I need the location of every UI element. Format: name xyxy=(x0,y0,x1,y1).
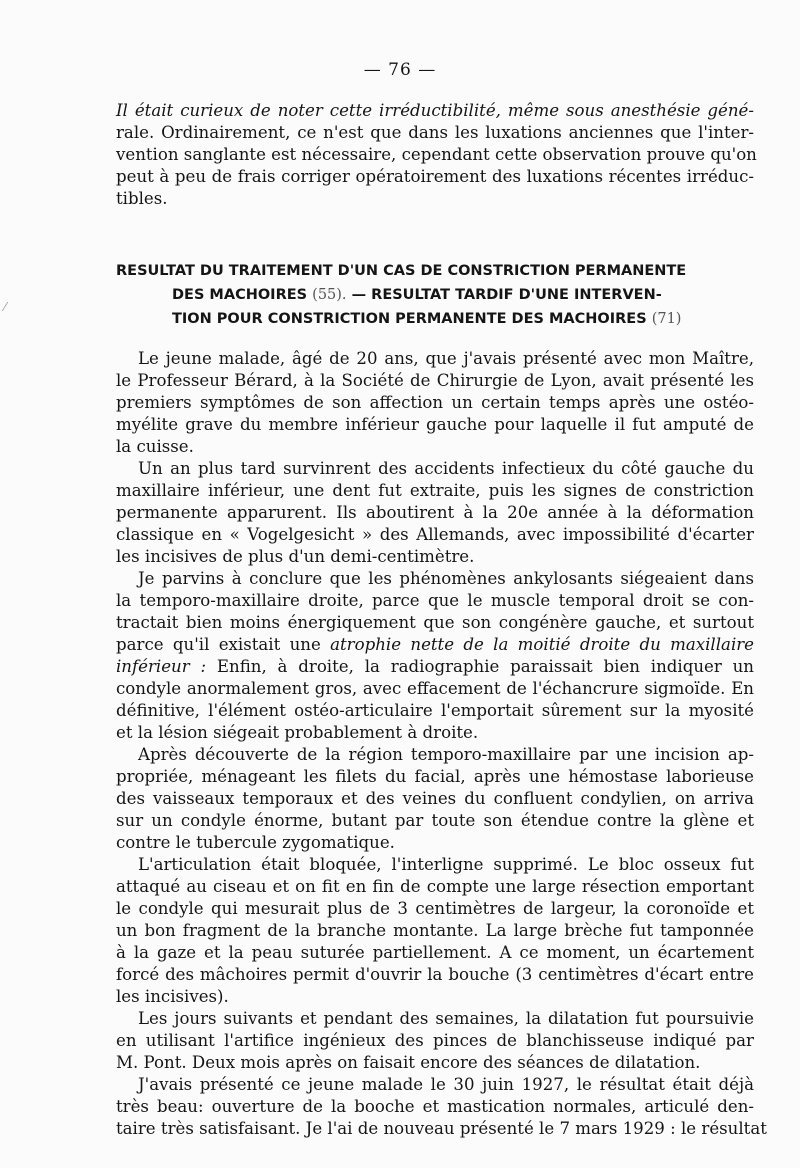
text-line: un bon fragment de la branche montante. La large brèche fut tamponnée xyxy=(116,921,754,940)
text-line: J'avais présenté ce jeune malade le 30 juin 1927, le résultat était déjà xyxy=(138,1075,754,1094)
text-line: les incisives de plus d'un demi-centimètre. xyxy=(116,547,475,566)
intro-paragraph xyxy=(116,100,757,210)
reference-number: (55). xyxy=(312,287,347,303)
text-line: le condyle qui mesurait plus de 3 centimètres de largeur, la coronoïde et xyxy=(116,899,754,918)
text-line: et la lésion siégeait probablement à droite. xyxy=(116,723,479,742)
text-line: des vaisseaux temporaux et des veines du confluent condylien, on arriva xyxy=(116,789,754,808)
text-line xyxy=(116,656,754,678)
text-span: Enfin, à droite, la radiographie paraissait bien indiquer un xyxy=(216,657,754,676)
text-line: vention sanglante est nécessaire, cependant cette observation prouve qu'on xyxy=(116,145,757,164)
text-line: classique en « Vogelgesicht » des Allemands, avec impossibilité d'écarter xyxy=(116,525,754,544)
text-span: parce qu'il existait une xyxy=(116,635,321,654)
text-line: tibles. xyxy=(116,189,168,208)
text-line: très beau: ouverture de la booche et mastication normales, articulé den- xyxy=(116,1097,754,1116)
text-line: M. Pont. Deux mois après on faisait encore des séances de dilatation. xyxy=(116,1053,701,1072)
text-line: la cuisse. xyxy=(116,437,194,456)
text-line: les incisives). xyxy=(116,987,229,1006)
text-line: définitive, l'élément ostéo-articulaire l'emportait sûrement sur la myosité xyxy=(116,701,754,720)
body-text xyxy=(116,348,767,1140)
heading-text: TION POUR CONSTRICTION PERMANENTE DES MACHOIRES xyxy=(172,311,647,327)
text-line: Après découverte de la région temporo-maxillaire par une incision ap- xyxy=(138,745,754,764)
text-line: la temporo-maxillaire droite, parce que le muscle temporal droit se con- xyxy=(116,591,754,610)
text-line: Les jours suivants et pendant des semaines, la dilatation fut poursuivie xyxy=(138,1009,754,1028)
heading-line: RESULTAT DU TRAITEMENT D'UN CAS DE CONSTRICTION PERMANENTE xyxy=(116,263,687,279)
heading-text: — RESULTAT TARDIF D'UNE INTERVEN- xyxy=(351,287,662,303)
text-line: maxillaire inférieur, une dent fut extraite, puis les signes de constriction xyxy=(116,481,754,500)
text-line: rale. Ordinairement, ce n'est que dans les luxations anciennes que l'inter- xyxy=(116,123,754,142)
text-line: Un an plus tard survinrent des accidents infectieux du côté gauche du xyxy=(138,459,754,478)
text-line: Il était curieux de noter cette irréductibilité, même sous anesthésie géné- xyxy=(116,101,754,120)
text-line: à la gaze et la peau suturée partiellement. A ce moment, un écartement xyxy=(116,943,754,962)
text-line: forcé des mâchoires permit d'ouvrir la bouche (3 centimètres d'écart entre xyxy=(116,965,754,984)
text-line: condyle anormalement gros, avec effacement de l'échancrure sigmoïde. En xyxy=(116,679,754,698)
text-line: propriée, ménageant les filets du facial, après une hémostase laborieuse xyxy=(116,767,754,786)
reference-number: (71) xyxy=(651,311,682,327)
text-line: L'articulation était bloquée, l'interligne supprimé. Le bloc osseux fut xyxy=(138,855,754,874)
text-line: en utilisant l'artifice ingénieux des pinces de blanchisseuse indiqué par xyxy=(116,1031,754,1050)
text-line: contre le tubercule zygomatique. xyxy=(116,833,395,852)
section-heading xyxy=(116,259,736,331)
emphasis-text: atrophie nette de la moitié droite du maxillaire xyxy=(330,635,754,654)
margin-mark: ⁄ xyxy=(4,300,7,314)
text-line: peut à peu de frais corriger opératoirement des luxations récentes irréduc- xyxy=(116,167,754,186)
text-line: Le jeune malade, âgé de 20 ans, que j'avais présenté avec mon Maître, xyxy=(138,349,754,368)
text-line: Je parvins à conclure que les phénomènes ankylosants siégeaient dans xyxy=(138,569,754,588)
text-line: attaqué au ciseau et on fit en fin de compte une large résection emportant xyxy=(116,877,754,896)
heading-line xyxy=(116,307,736,331)
text-line: tractait bien moins énergiquement que son congénère gauche, et surtout xyxy=(116,613,754,632)
heading-line xyxy=(116,283,736,307)
text-line: sur un condyle énorme, butant par toute son étendue contre la glène et xyxy=(116,811,754,830)
text-line: le Professeur Bérard, à la Société de Chirurgie de Lyon, avait présenté les xyxy=(116,371,754,390)
text-line: permanente apparurent. Ils aboutirent à la 20e année à la déformation xyxy=(116,503,754,522)
text-line: taire très satisfaisant. Je l'ai de nouveau présenté le 7 mars 1929 : le résultat xyxy=(116,1119,767,1138)
emphasis-text: inférieur : xyxy=(116,657,207,676)
text-line: premiers symptômes de son affection un certain temps après une ostéo- xyxy=(116,393,754,412)
text-line xyxy=(116,634,754,656)
heading-text: DES MACHOIRES xyxy=(172,287,308,303)
text-line: myélite grave du membre inférieur gauche pour laquelle il fut amputé de xyxy=(116,415,754,434)
page-number: — 76 — xyxy=(363,60,437,80)
